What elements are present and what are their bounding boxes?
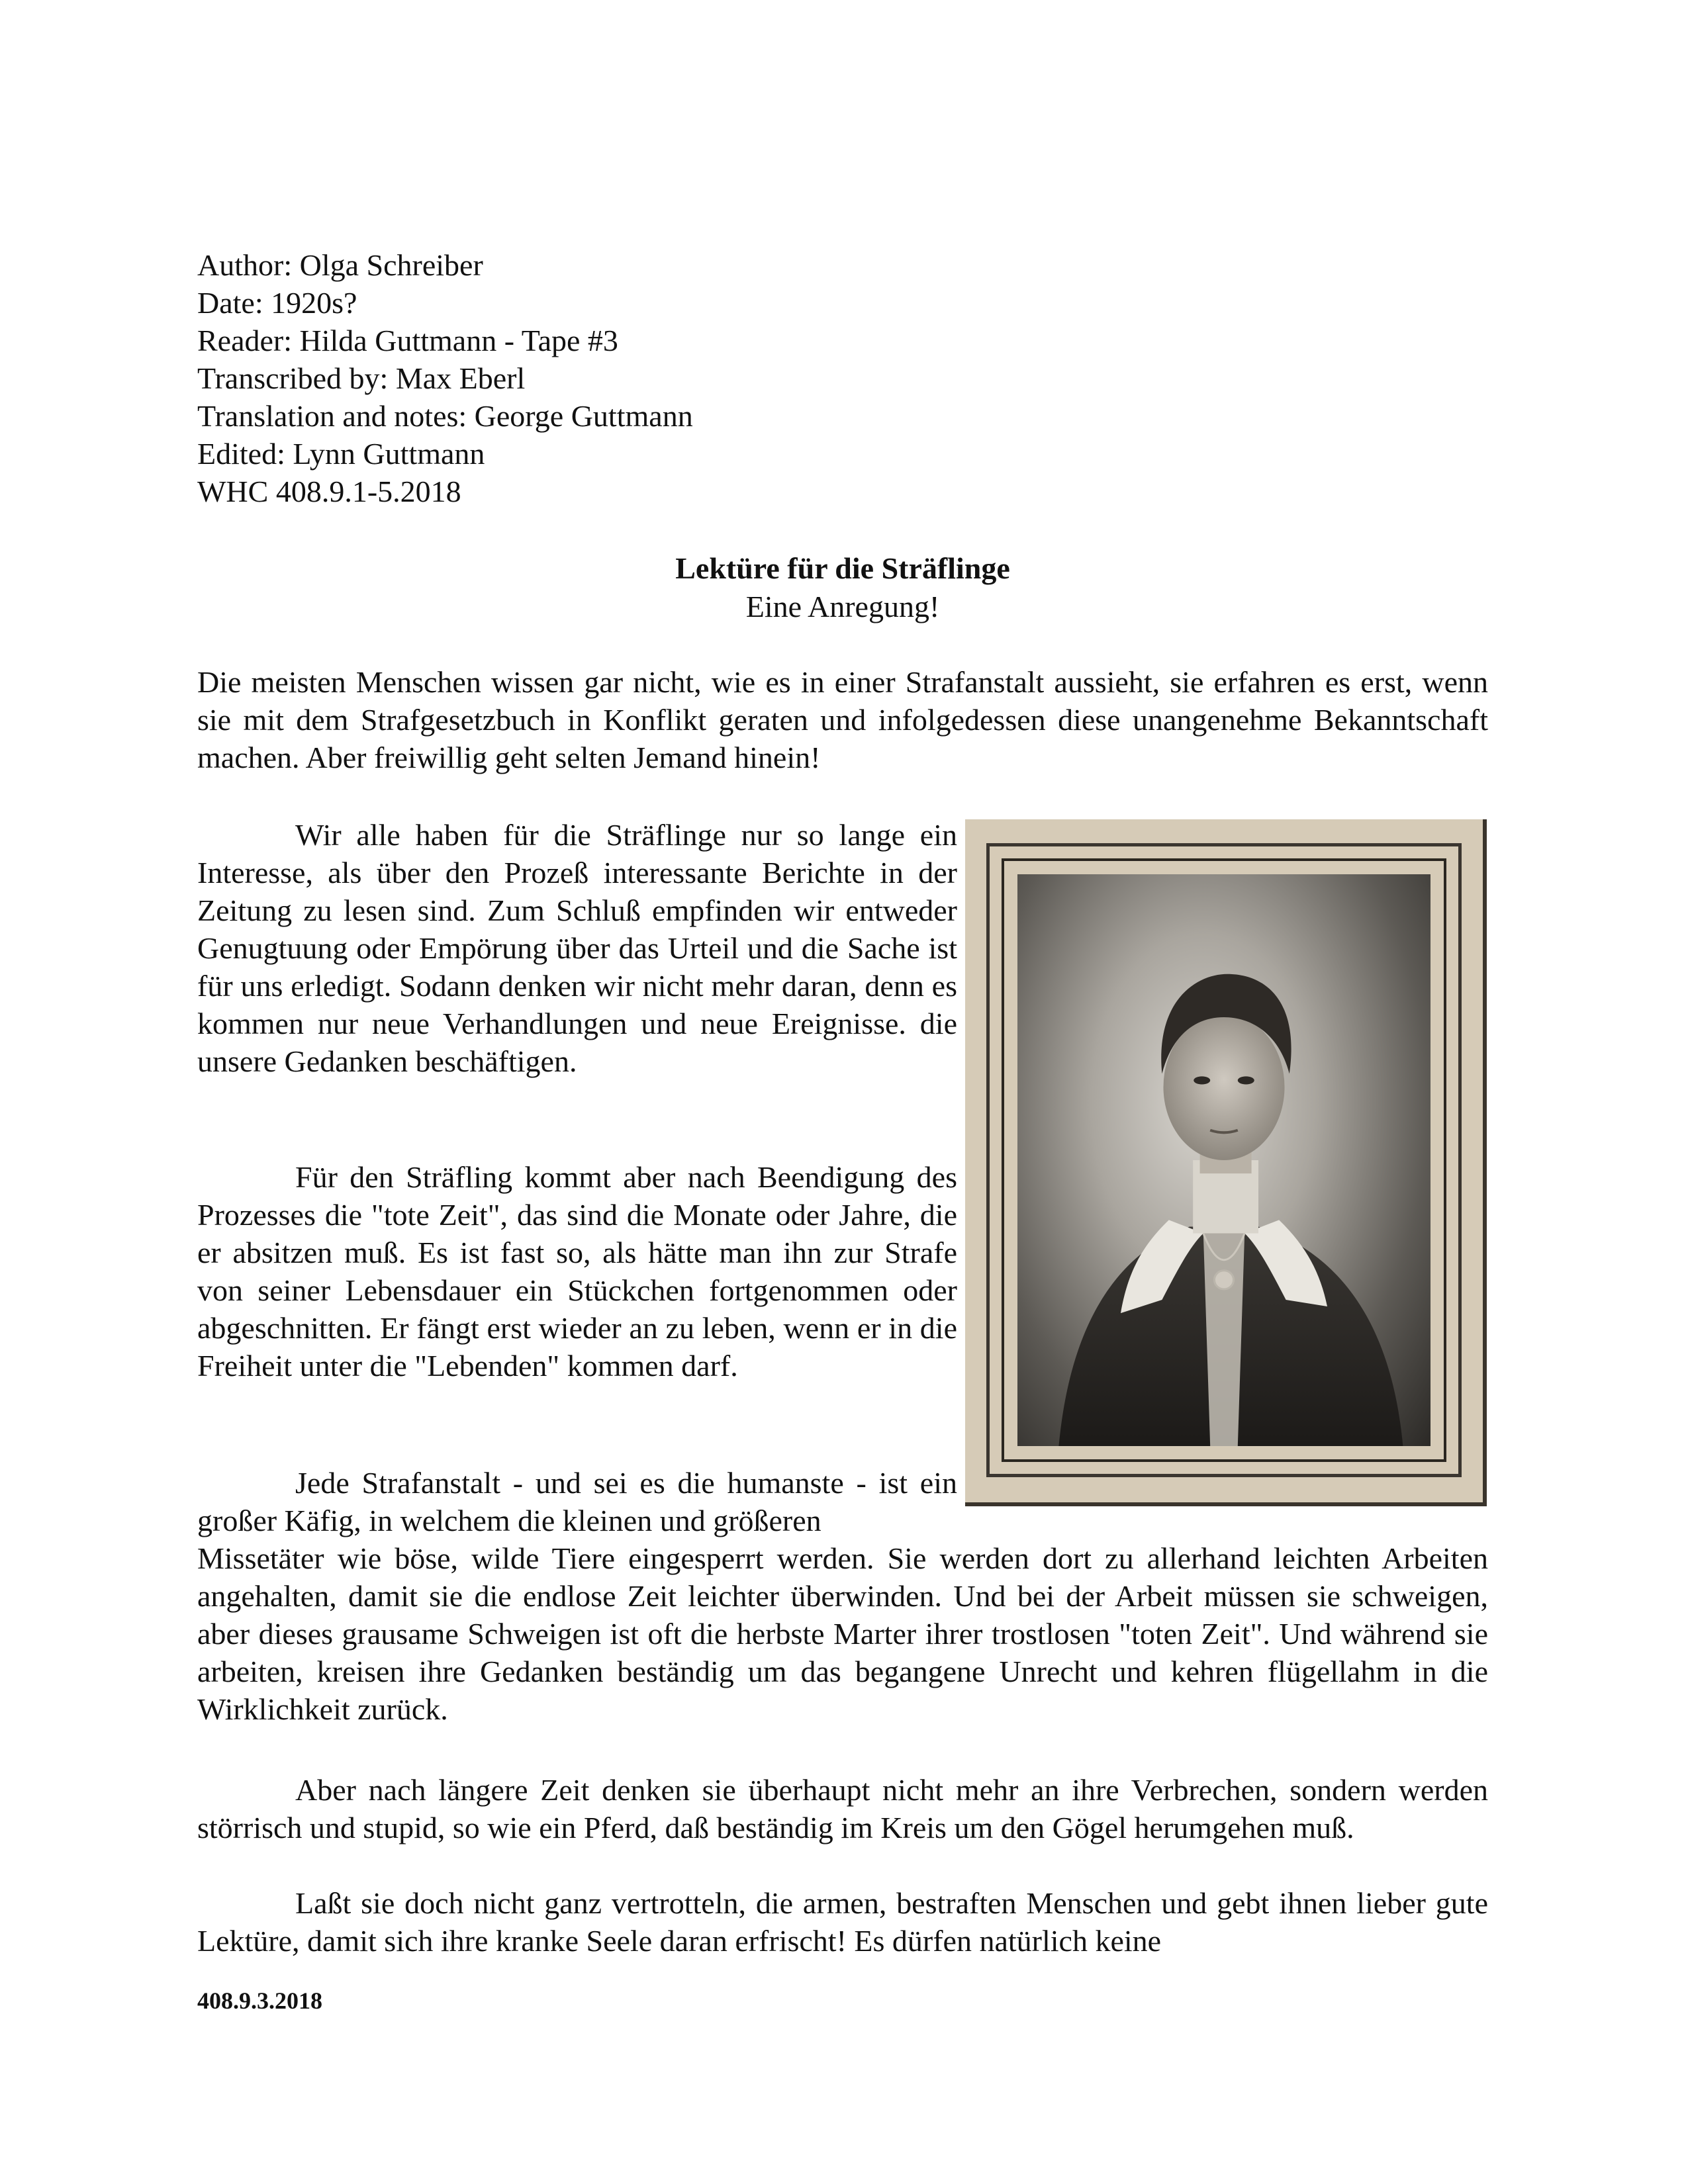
edited-line: Edited: Lynn Guttmann [197, 437, 485, 471]
title-block [197, 549, 1488, 626]
photo-mount [965, 819, 1487, 1506]
paragraph-3: Für den Sträfling kommt aber nach Beendigung des Prozesses die "tote Zeit", das sind die Monate oder Jahre, die er absitzen muß. Es ist fast so, als hätte man ihn zur Strafe von seiner Lebensdauer ein Stückchen fortgenommen oder abgeschnitten. Er fängt erst wieder an zu leben, wenn er in die Freiheit unter die "Lebenden" kommen darf. [197, 1160, 957, 1383]
paragraph-4-start: Jede Strafanstalt - und sei es die humanste - ist ein großer Käfig, in welchem die kleinen und größeren [197, 1466, 957, 1537]
author-line: Author: Olga Schreiber [197, 248, 483, 282]
paragraph-1: Die meisten Menschen wissen gar nicht, wie es in einer Strafanstalt aussieht, sie erfahren es erst, wenn sie mit dem Strafgesetzbuch in Konflikt geraten und infolgedessen diese unangenehme Bekanntschaft machen. Aber freiwillig geht selten Jemand hinein! [197, 665, 1488, 774]
paragraph-2: Wir alle haben für die Sträflinge nur so lange ein Interesse, als über den Prozeß interessante Berichte in der Zeitung zu lesen sind. Zum Schluß empfinden wir entweder Genugtuung oder Empörung über das Urteil und die Sache ist für uns erledigt. Sodann denken wir nicht mehr daran, denn es kommen nur neue Verhandlungen und neue Ereignisse. die unsere Gedanken beschäftigen. [197, 818, 957, 1078]
portrait-image [1017, 874, 1430, 1446]
footer-reference: 408.9.3.2018 [197, 1987, 322, 2014]
document-title: Lektüre für die Sträflinge [675, 551, 1010, 585]
transcribed-line: Transcribed by: Max Eberl [197, 361, 526, 395]
paragraph-6: Laßt sie doch nicht ganz vertrotteln, die armen, bestraften Menschen und gebt ihnen lieber gute Lektüre, damit sich ihre kranke Seele daran erfrischt! Es dürfen natürlich keine [197, 1886, 1488, 1958]
metadata-block [197, 246, 693, 510]
date-line: Date: 1920s? [197, 286, 357, 320]
paragraph-5: Aber nach längere Zeit denken sie überhaupt nicht mehr an ihre Verbrechen, sondern werden störrisch und stupid, so wie ein Pferd, daß beständig im Kreis um den Gögel herumgehen muß. [197, 1773, 1488, 1844]
paragraph-4-cont: Missetäter wie böse, wilde Tiere eingesperrt werden. Sie werden dort zu allerhand leichten Arbeiten angehalten, damit sie die endlose Zeit leichter überwinden. Und bei der Arbeit müssen sie schweigen, aber dieses grausame Schweigen ist oft die herbste Marter ihrer trostlosen "toten Zeit". Und während sie arbeiten, kreisen ihre Gedanken beständig um das begangene Unrecht und kehren flügellahm in die Wirklichkeit zurück. [197, 1541, 1488, 1726]
portrait-photo-icon [965, 819, 1488, 1508]
whc-line: WHC 408.9.1-5.2018 [197, 475, 461, 508]
document-subtitle: Eine Anregung! [745, 590, 940, 623]
photo-frame [986, 843, 1462, 1477]
translation-line: Translation and notes: George Guttmann [197, 399, 693, 433]
portrait-figure-icon [1017, 874, 1430, 1446]
reader-line: Reader: Hilda Guttmann - Tape #3 [197, 324, 618, 357]
